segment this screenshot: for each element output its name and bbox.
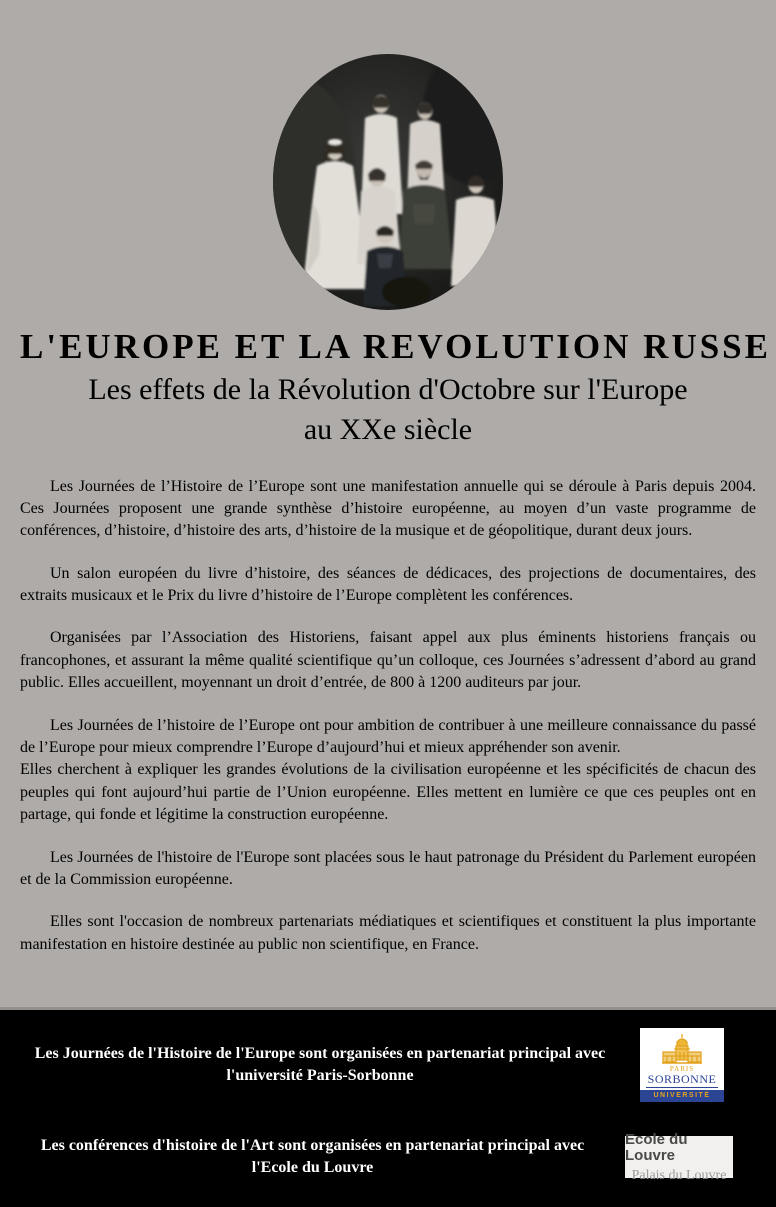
subtitle-line-2: au XXe siècle [303, 412, 473, 446]
page-title: L'EUROPE ET LA REVOLUTION RUSSE [20, 327, 771, 366]
paragraph-4: Les Journées de l’histoire de l’Europe ont pour ambition de contribuer à une meilleure connaissance du passé de l’Europe pour mieux comprendre l’Europe d’aujourd’hui et mieux appréhender son avenir. [20, 716, 756, 757]
page-subtitle [20, 370, 756, 450]
partner-row-sorbonne [0, 1022, 776, 1108]
paragraph-2: Un salon européen du livre d’histoire, des séances de dédicaces, des projections de documentaires, des extraits musicaux et le Prix du livre d’histoire de l’Europe complètent les conférences. [20, 564, 756, 605]
paragraph-1: Les Journées de l’Histoire de l’Europe sont une manifestation annuelle qui se déroule à Paris depuis 2004. Ces Journées proposent une grande synthèse d’histoire européenne, au moyen d’un vaste programme de conférences, d’histoire, d’histoire des arts, d’histoire de la musique et de géopolitique, durant deux jours. [20, 477, 756, 540]
ecole-du-louvre-logo-name: Ecole du Louvre [625, 1130, 688, 1164]
romanov-family-photo [20, 54, 756, 310]
paragraph-7: Elles sont l'occasion de nombreux partenariats médiatiques et scientifiques et constituent la plus importante manifestation en histoire destinée au public non scientifique, en France. [20, 913, 756, 953]
subtitle-line-1: Les effets de la Révolution d'Octobre sur l'Europe [88, 372, 688, 406]
paragraph-6: Les Journées de l'histoire de l'Europe sont placées sous le haut patronage du Président du Parlement européen et de la Commission européenne. [20, 848, 756, 888]
partner-sorbonne-line-2: l'université Paris-Sorbonne [226, 1067, 414, 1084]
romanov-family-photo-illustration [273, 54, 503, 310]
sorbonne-logo-name-label: SORBONNE [647, 1072, 717, 1086]
body-text [20, 476, 756, 957]
partners-footer [0, 1010, 776, 1207]
paris-sorbonne-logo [640, 1028, 724, 1102]
partner-row-ecole-du-louvre [0, 1130, 776, 1183]
ecole-du-louvre-logo-subname: Palais du Louvre [631, 1167, 727, 1183]
partner-sorbonne-line-1: Les Journées de l'Histoire de l'Europe sont organisées en partenariat principal avec [34, 1045, 606, 1062]
paragraph-5: Elles cherchent à expliquer les grandes évolutions de la civilisation européenne et les spécificités de chacun des peuples qui font aujourd’hui partie de l’Union européenne. Elles mettent en lumière ce que ces peuples ont en partage, qui fonde et légitime la construction européenne. [20, 761, 756, 824]
partner-louvre-line-1: Les conférences d'histoire de l'Art sont organisées en partenariat principal avec [40, 1137, 585, 1154]
sorbonne-logo-universite-label: UNIVERSITÉ [640, 1090, 724, 1102]
sorbonne-building-icon [660, 1032, 704, 1066]
partner-louvre-line-2: l'Ecole du Louvre [251, 1159, 374, 1176]
partner-sorbonne-text [0, 1043, 640, 1087]
partner-louvre-text [0, 1135, 625, 1179]
sorbonne-logo-paris-label: PARIS [669, 1065, 695, 1073]
ecole-du-louvre-logo [625, 1130, 733, 1183]
paragraph-3: Organisées par l’Association des Historiens, faisant appel aux plus éminents historiens français ou francophones, et assurant la même qualité scientifique qu’un colloque, ces Journées s’adressent d’abord au grand public. Elles accueillent, moyennant un droit d’entrée, de 800 à 1200 auditeurs par jour. [20, 629, 756, 692]
